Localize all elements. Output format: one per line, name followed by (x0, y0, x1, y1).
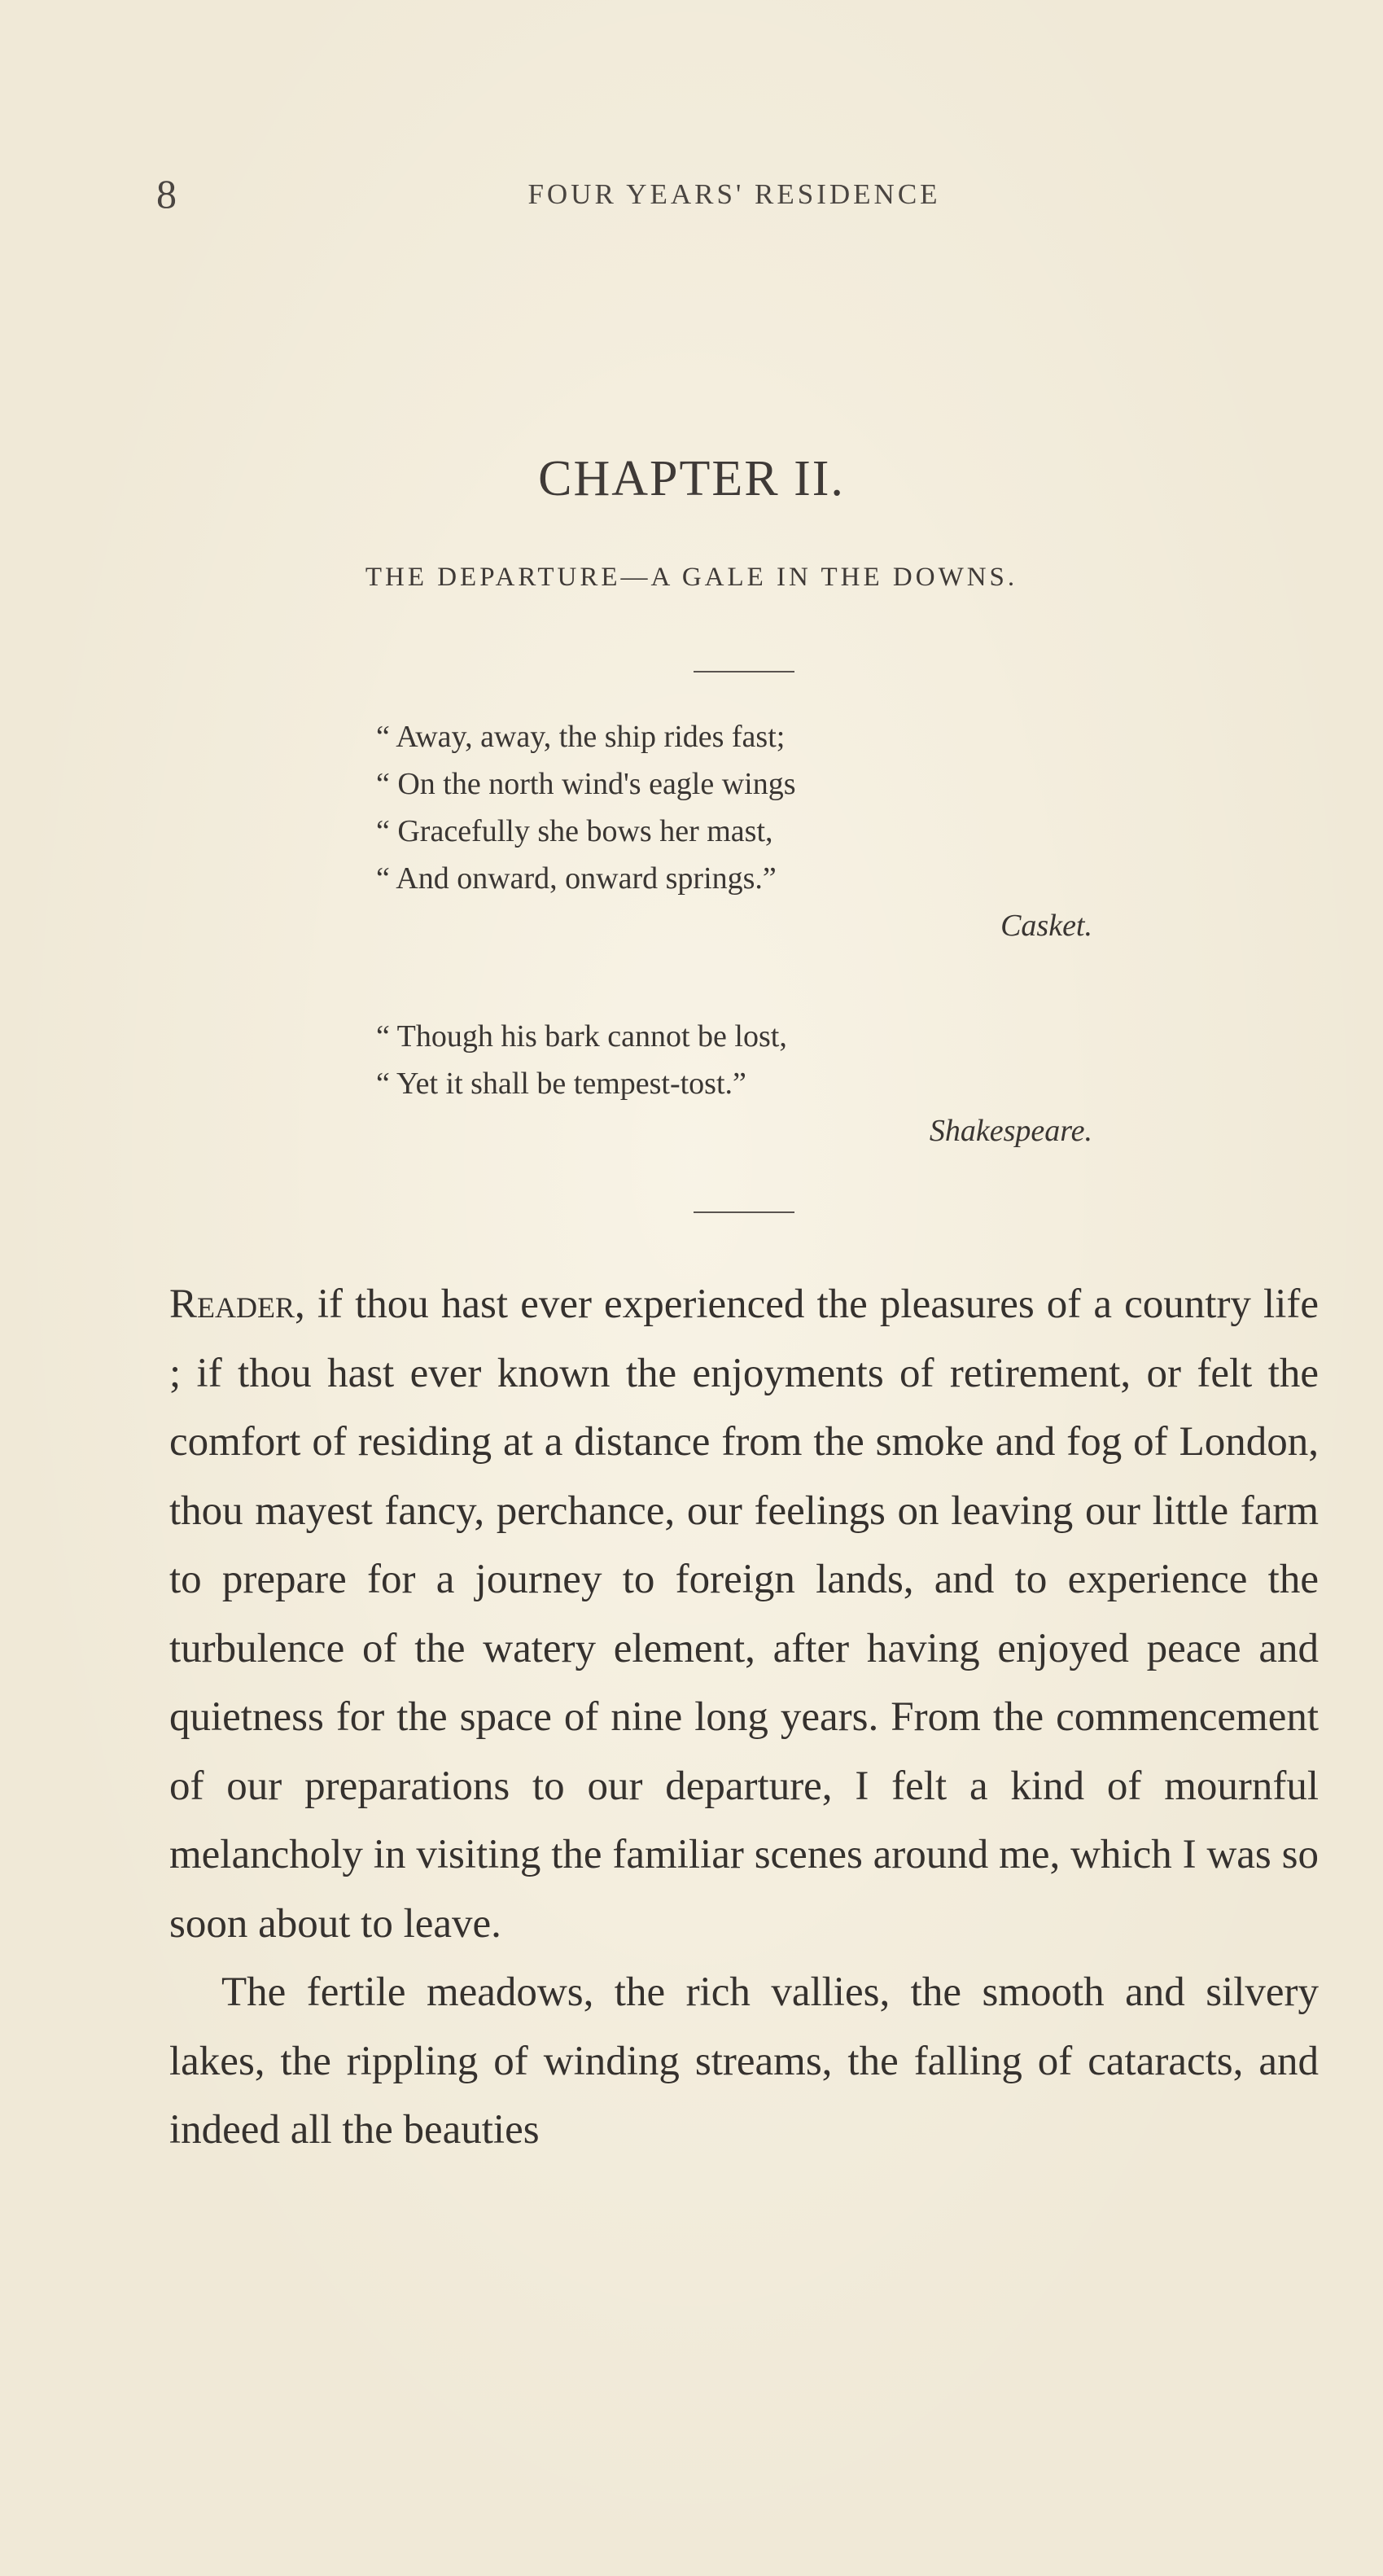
body-text (169, 1270, 1319, 2165)
epigraph-attribution: Shakespeare. (929, 1114, 1092, 1148)
opening-word: Reader (169, 1281, 295, 1327)
chapter-title: CHAPTER II. (538, 451, 845, 506)
paragraph: The fertile meadows, the rich vallies, the smooth and silvery lakes, the rippling of winding streams, the falling of cataracts, and indeed all the beauties (169, 1969, 1319, 2153)
epigraph (376, 1013, 1092, 1154)
epigraph-line: “ On the north wind's eagle wings (376, 767, 796, 801)
page-number: 8 (156, 171, 177, 217)
epigraph-line: “ Though his bark cannot be lost, (376, 1019, 787, 1054)
divider-rule (694, 671, 794, 672)
epigraph-line: “ And onward, onward springs.” (376, 861, 777, 896)
paragraph-text: , if thou hast ever experienced the pleasures of a country life ; if thou hast ever known the enjoyments of retirement, or felt the comfort of residing at a distance from the smoke and fog of London, thou mayest fancy, perchance, our feelings on leaving our little farm to prepare for a journey to foreign lands, and to experience the turbulence of the watery element, after having enjoyed peace and quietness for the space of nine long years. From the commencement of our preparations to our departure, I felt a kind of mournful melancholy in visiting the familiar scenes around me, which I was so soon about to leave. (169, 1281, 1319, 1947)
divider-rule (694, 1211, 794, 1213)
epigraph (376, 713, 1092, 949)
epigraph-line: “ Away, away, the ship rides fast; (376, 720, 786, 754)
paragraph (169, 1270, 1319, 1958)
running-head-title: FOUR YEARS' RESIDENCE (527, 178, 941, 210)
chapter-subtitle: THE DEPARTURE—A GALE IN THE DOWNS. (365, 563, 1018, 592)
epigraph-attribution: Casket. (1000, 909, 1092, 943)
epigraph-line: “ Gracefully she bows her mast, (376, 814, 773, 848)
epigraph-line: “ Yet it shall be tempest-tost.” (376, 1067, 746, 1101)
running-head (156, 169, 1312, 218)
